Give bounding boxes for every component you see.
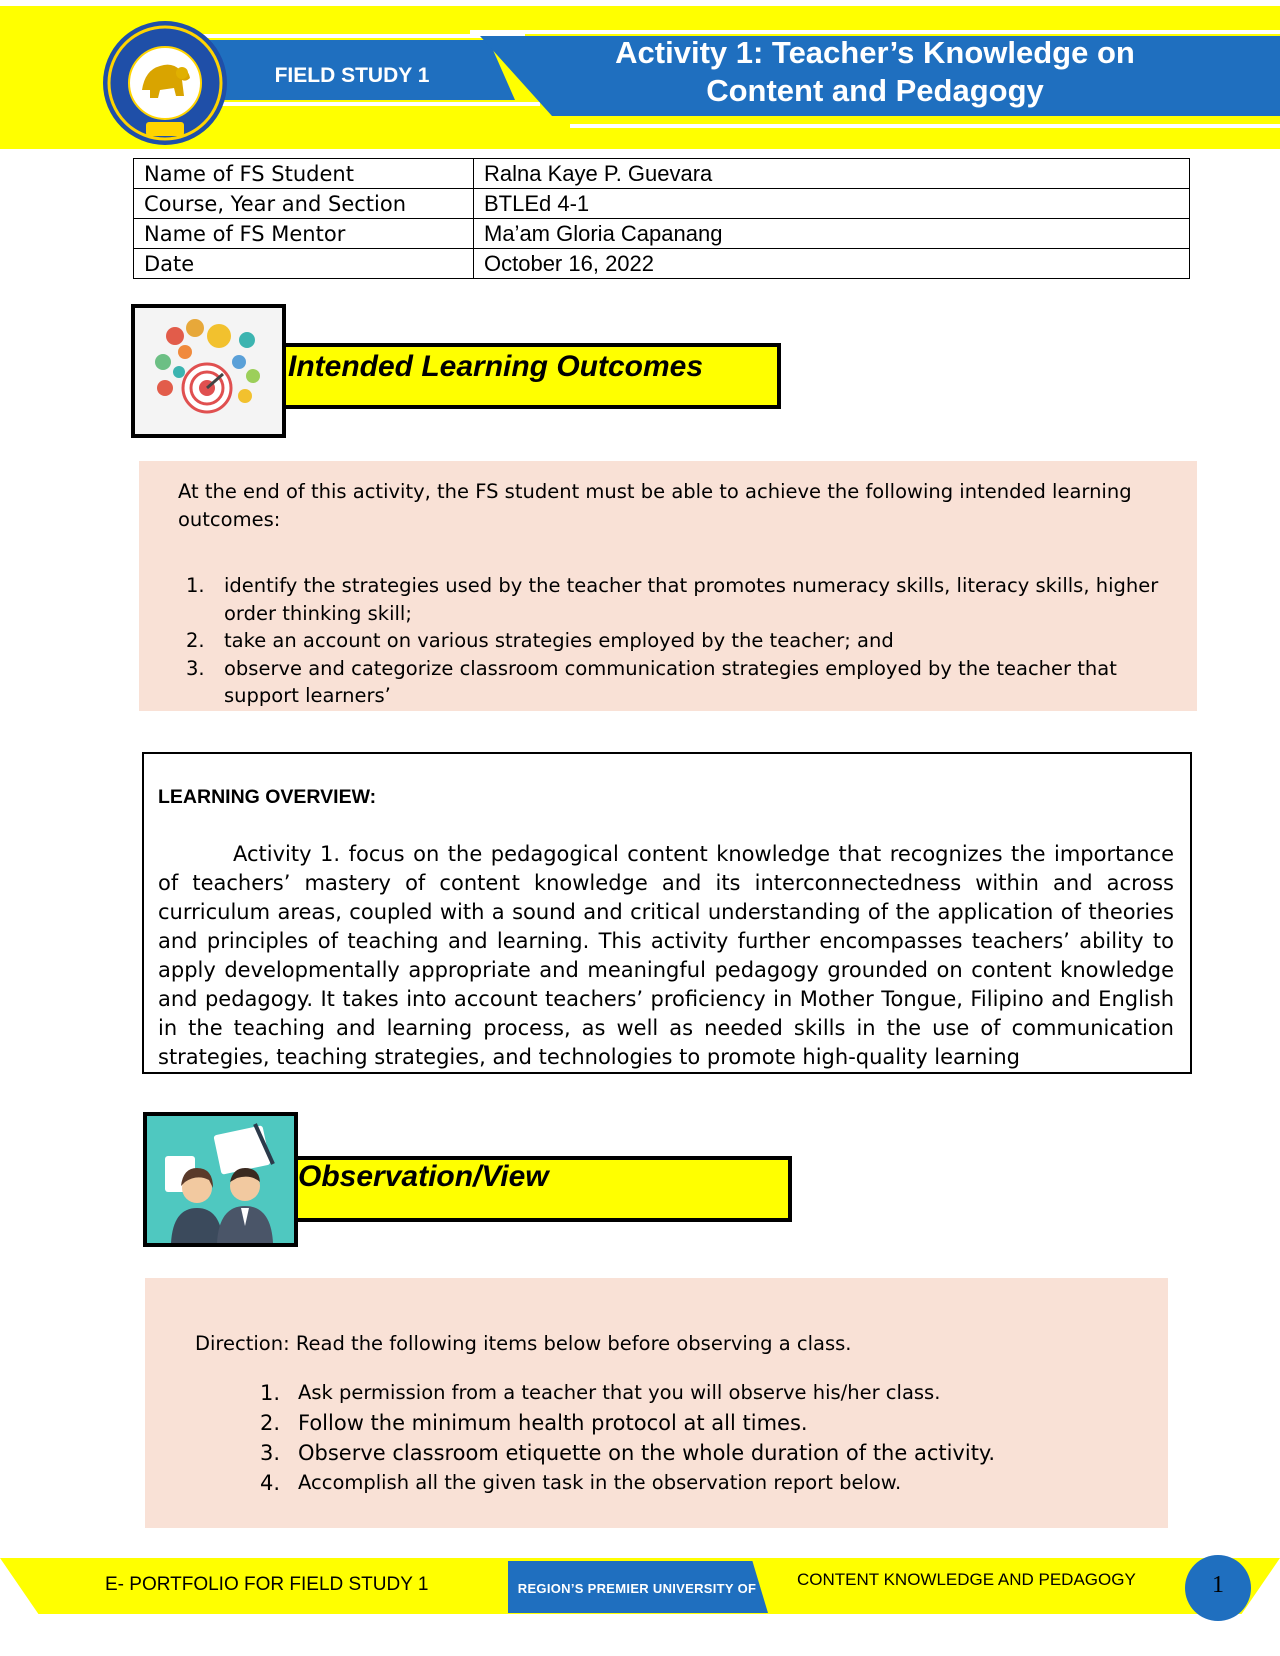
ilo-list <box>186 572 1176 710</box>
direction-list <box>260 1378 1120 1498</box>
list-text: take an account on various strategies employed by the teacher; and <box>224 629 894 652</box>
footer-left-text: E- PORTFOLIO FOR FIELD STUDY 1 <box>105 1574 429 1595</box>
list-text: Observe classroom etiquette on the whole duration of the activity. <box>298 1441 996 1465</box>
list-number: 1. <box>186 574 205 597</box>
info-value: BTLEd 4-1 <box>474 189 1190 219</box>
list-number: 4. <box>260 1471 281 1495</box>
table-row <box>134 219 1190 249</box>
ilo-icon-box <box>131 304 286 438</box>
observation-icon-box <box>143 1112 298 1247</box>
list-number: 3. <box>186 656 205 680</box>
info-label: Name of FS Student <box>134 159 474 189</box>
info-value: October 16, 2022 <box>474 249 1190 279</box>
university-seal-logo <box>100 18 230 148</box>
direction-intro: Direction: Read the following items below before observing a class. <box>195 1332 852 1355</box>
list-item <box>260 1468 1120 1498</box>
footer-right-text: CONTENT KNOWLEDGE AND PEDAGOGY <box>797 1570 1136 1589</box>
table-row <box>134 249 1190 279</box>
learning-overview-box <box>142 752 1192 1074</box>
observation-heading: Observation/View <box>298 1160 549 1193</box>
list-item <box>186 572 1176 627</box>
observers-icon <box>147 1116 294 1243</box>
info-label: Name of FS Mentor <box>134 219 474 249</box>
page-title: Activity 1: Teacher’s Knowledge on Content and Pedagogy <box>615 35 1135 108</box>
list-item <box>260 1378 1120 1408</box>
target-ideas-icon <box>135 308 282 434</box>
header-rule <box>185 102 540 106</box>
list-text: Ask permission from a teacher that you will observe his/her class. <box>298 1381 941 1404</box>
header-rule <box>570 124 1280 128</box>
course-label: FIELD STUDY 1 <box>274 64 430 87</box>
student-info-table <box>133 158 1190 279</box>
overview-paragraph: Activity 1. focus on the pedagogical content knowledge that recognizes the importance of teachers’ mastery of content knowledge and its interconnectedness within and across curriculum areas, coupled with a sound and critical understanding of the application of theories and principles of teaching and learning. This activity further encompasses teachers’ ability to apply developmentally appropriate and meaningful pedagogy grounded on content knowledge and pedagogy. It takes into account teachers’ proficiency in Mother Tongue, Filipino and English in the teaching and learning process, as well as needed skills in the use of communication strategies, teaching strategies, and technologies to promote high-quality learning <box>158 842 1174 1069</box>
list-item <box>260 1438 1120 1468</box>
info-value: Ralna Kaye P. Guevara <box>474 159 1190 189</box>
info-label: Course, Year and Section <box>134 189 474 219</box>
list-text: Follow the minimum health protocol at all times. <box>298 1411 808 1435</box>
footer-tab-text: REGION’S PREMIER UNIVERSITY OF <box>517 1581 757 1596</box>
ilo-heading: Intended Learning Outcomes <box>288 350 704 383</box>
list-number: 2. <box>260 1411 281 1435</box>
info-value: Ma’am Gloria Capanang <box>474 219 1190 249</box>
table-row <box>134 159 1190 189</box>
list-item <box>186 655 1176 710</box>
page-number: 1 <box>1212 1572 1224 1598</box>
list-item <box>186 627 1176 655</box>
ilo-intro: At the end of this activity, the FS student must be able to achieve the following intended learning outcomes: <box>178 480 1132 531</box>
list-item <box>260 1408 1120 1438</box>
overview-heading: LEARNING OVERVIEW: <box>158 786 377 808</box>
list-text: identify the strategies used by the teacher that promotes numeracy skills, literacy skills, higher order thinking skill; <box>224 574 1159 625</box>
list-number: 2. <box>186 629 205 652</box>
info-label: Date <box>134 249 474 279</box>
list-number: 3. <box>260 1441 281 1465</box>
list-text: observe and categorize classroom communication strategies employed by the teacher that support learners’ <box>224 656 1117 707</box>
table-row <box>134 189 1190 219</box>
header-rule <box>185 34 525 38</box>
list-number: 1. <box>260 1381 281 1405</box>
list-text: Accomplish all the given task in the observation report below. <box>298 1471 902 1494</box>
